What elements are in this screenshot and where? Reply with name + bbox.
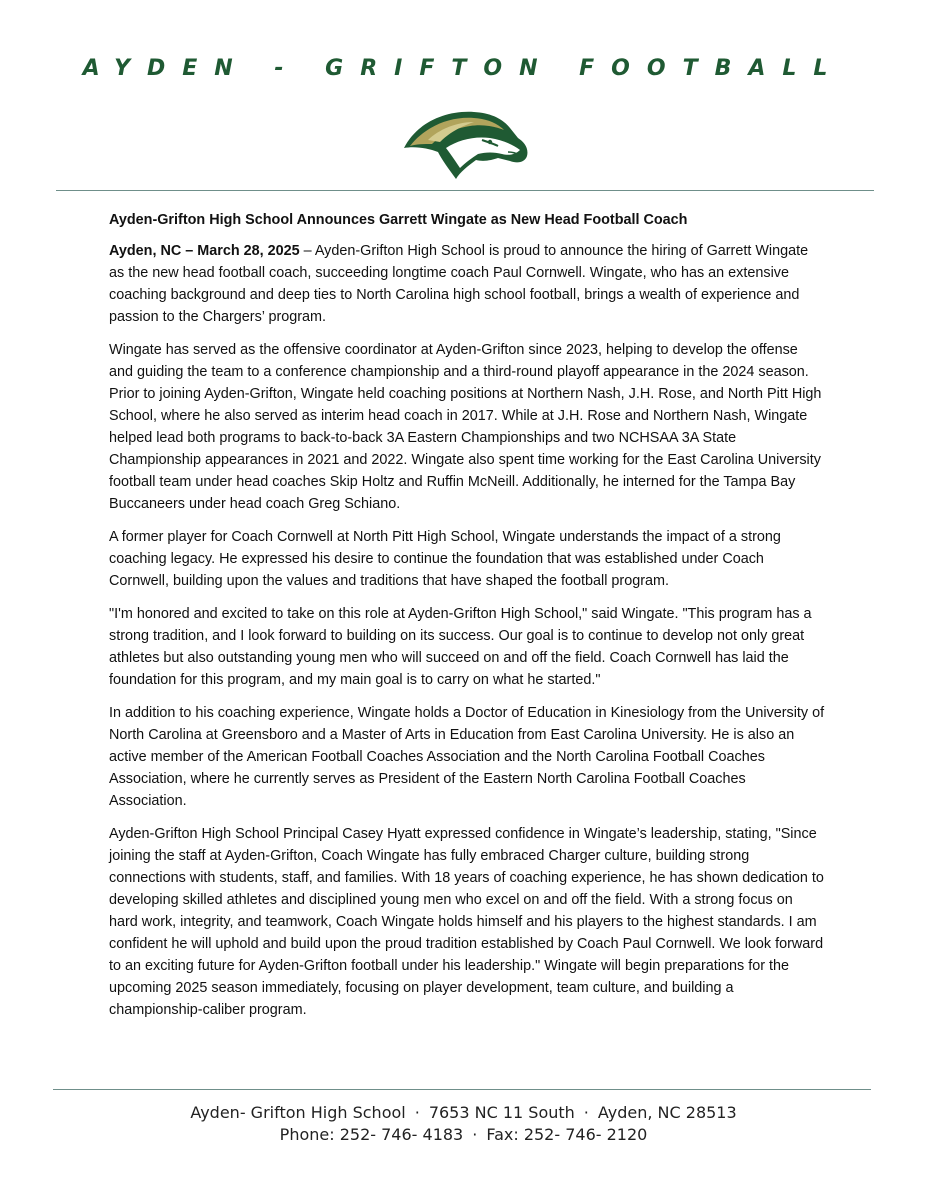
footer-city: Ayden, NC 28513 <box>597 1103 737 1122</box>
footer-separator: · <box>414 1103 420 1122</box>
press-release-body <box>109 209 825 1032</box>
footer-separator: · <box>583 1103 589 1122</box>
footer-school: Ayden- Grifton High School <box>190 1103 406 1122</box>
body-paragraph: A former player for Coach Cornwell at North Pitt High School, Wingate understands the impact of a strong coaching legacy. He expressed his desire to continue the foundation that was established under Coach Cornwell, building upon the values and traditions that have shaped the football program. <box>109 529 781 589</box>
dateline: Ayden, NC – March 28, 2025 <box>109 243 300 259</box>
body-paragraph: In addition to his coaching experience, Wingate holds a Doctor of Education in Kinesiology from the University of North Carolina at Greensboro and a Master of Arts in Education from East Carolina University. He is also an active member of the American Football Coaches Association and the North Carolina Football Coaches Association, where he currently serves as President of the Eastern North Carolina Football Coaches Association. <box>109 705 825 809</box>
letterhead-footer <box>0 1102 927 1146</box>
body-paragraph: Wingate has served as the offensive coordinator at Ayden-Grifton since 2023, helping to develop the offense and guiding the team to a conference championship and a third-round playoff appearance in the 2024 season. Prior to joining Ayden-Grifton, Wingate held coaching positions at Northern Nash, J.H. Rose, and North Pitt High School, where he also served as interim head coach in 2017. While at J.H. Rose and Northern Nash, Wingate helped lead both programs to back-to-back 3A Eastern Championships and two NCHSAA 3A State Championship appearances in 2021 and 2022. Wingate also spent time working for the East Carolina University football team under head coaches Skip Holtz and Ruffin McNeill. Additionally, he interned for the Tampa Bay Buccaneers under head coach Greg Schiano. <box>109 342 822 512</box>
body-paragraph: Ayden-Grifton High School Principal Casey Hyatt expressed confidence in Wingate’s leadership, stating, "Since joining the staff at Ayden-Grifton, Coach Wingate has fully embraced Charger culture, building strong connections with students, staff, and families. With 18 years of coaching experience, he has shown dedication to developing skilled athletes and disciplined young men who excel on and off the field. With a strong focus on hard work, integrity, and teamwork, Coach Wingate holds himself and his players to the highest standards. I am confident he will uphold and build upon the proud tradition established by Coach Paul Cornwell. We look forward to an exciting future for Ayden-Grifton football under his leadership." Wingate will begin preparations for the upcoming 2025 season immediately, focusing on player development, team culture, and building a championship-caliber program. <box>109 826 824 1018</box>
footer-divider <box>53 1089 871 1090</box>
footer-contact-line <box>0 1124 927 1146</box>
headline: Ayden-Grifton High School Announces Garrett Wingate as New Head Football Coach <box>109 212 688 228</box>
footer-address-line <box>0 1102 927 1124</box>
charger-horse-logo-icon <box>398 104 532 180</box>
footer-fax: Fax: 252- 746- 2120 <box>486 1125 648 1144</box>
lead-paragraph <box>109 240 825 328</box>
body-paragraph: "I'm honored and excited to take on this role at Ayden-Grifton High School," said Wingate. "This program has a strong tradition, and I look forward to building on its success. Our goal is to continue to develop not only great athletes but also outstanding young men who will succeed on and off the field. Coach Cornwell has laid the foundation for this program, and my main goal is to carry on what he started." <box>109 606 812 688</box>
lead-text: – Ayden-Grifton High School is proud to announce the hiring of Garrett Wingate as the new head football coach, succeeding longtime coach Paul Cornwell. Wingate, who has an extensive coaching background and deep ties to North Carolina high school football, brings a wealth of experience and passion to the Chargers’ program. <box>109 243 809 325</box>
header-divider <box>56 190 874 191</box>
footer-separator: · <box>472 1125 478 1144</box>
footer-street: 7653 NC 11 South <box>428 1103 575 1122</box>
letterhead-title: AYDEN - GRIFTON FOOTBALL <box>82 56 845 81</box>
footer-phone: Phone: 252- 746- 4183 <box>279 1125 464 1144</box>
